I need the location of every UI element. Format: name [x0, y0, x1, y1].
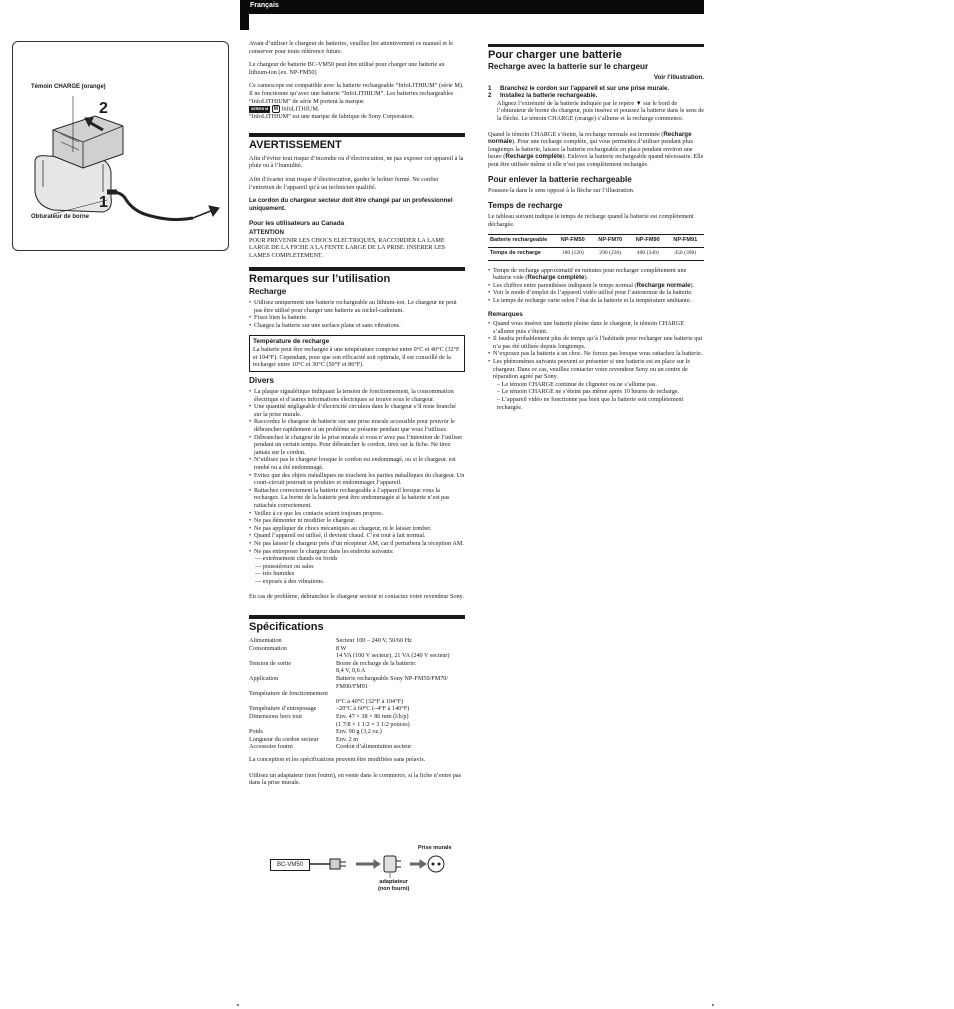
charge-time-table	[488, 234, 704, 260]
list-item: • Quand vous insérez une batterie pleine dans le chargeur, le témoin CHARGE s’allume puis s’éteint.	[488, 320, 704, 335]
spec-row: Dimensions hors tout Env. 47 × 38 × 86 mm (l/h/p)	[249, 713, 409, 721]
right-remarks-list	[488, 320, 704, 381]
spec-row: Application Batterie rechargeable Sony NP-FM50/FM70/ FM90/FM91	[249, 675, 449, 690]
trademark-text: “InfoLITHIUM” est une marque de fabrique de Sony Corporation.	[249, 113, 415, 121]
table-header: Batterie rechargeable	[488, 235, 554, 248]
warning-paragraph: Afin d’écarter tout risque d’électrocution, garder le boîtier fermé. Ne confier l’entretien de l’appareil qu’à un technicien qualifié.	[249, 175, 439, 191]
remarks-title: Remarques sur l’utilisation	[249, 273, 391, 286]
m-badge-icon: M	[273, 106, 278, 113]
adapter-label	[378, 879, 409, 893]
canada-attention: ATTENTION	[249, 228, 284, 236]
step-number: 2	[488, 92, 492, 100]
step-item	[488, 92, 704, 122]
table-cell: 400 (340)	[629, 247, 667, 260]
charging-title: Pour charger une batterie	[488, 49, 622, 61]
section-rule	[249, 615, 465, 619]
wall-outlet-label: Prise murale	[418, 845, 452, 851]
table-cell: Temps de recharge	[488, 247, 554, 260]
charge-time-text: Le tableau suivant indique le temps de recharge quand la batterie est complètement déchargée.	[488, 213, 694, 228]
language-label: Français	[250, 2, 279, 9]
list-item: • N’exposez pas la batterie à un choc. Ne forcez pas lorsque vous rattachez la batterie.	[488, 350, 704, 358]
step-item	[488, 85, 704, 93]
spec-row: Température de fonctionnement	[249, 690, 328, 698]
list-item: • Les chiffres entre parenthèses indiquent le temps normal (Recharge normale).	[488, 282, 704, 290]
list-item: • Utilisez uniquement une batterie rechargeable au lithium-ion. Le chargeur ne peut pas être utilisé pour charger une batterie au nickel-cadmium.	[249, 299, 465, 314]
table-header: NP-FM70	[592, 235, 630, 248]
specs-table	[249, 637, 465, 751]
series-m-badge: SERIES M	[251, 106, 269, 111]
list-item: • Fixez bien la batterie.	[249, 314, 465, 322]
spec-row: Consommation 8 W	[249, 644, 347, 652]
plug-adapter-diagram	[270, 842, 460, 897]
section-rule	[488, 44, 704, 47]
language-header-bar	[240, 0, 704, 14]
list-item: • Ne pas démonter ni modifier le chargeur.	[249, 517, 465, 525]
spec-row: Tension de sortie Borne de recharge de la batterie:	[249, 659, 417, 667]
list-item: • Une quantité négligeable d’électricité circulera dans le chargeur s’il reste branché sur la prise murale.	[249, 403, 465, 418]
intro-section	[249, 40, 465, 121]
list-item: • Il faudra probablement plus de temps qu’à l’habitude pour recharger une batterie qui n’a pas été utilisée depuis longtemps.	[488, 335, 704, 350]
list-item: • Les phénomènes suivants peuvent se présenter si une batterie est en place sur le chargeur. Dans ce cas, veuillez contacter votre revendeur Sony ou un centre de réparation agréé par Sony.	[488, 358, 704, 381]
list-item: • Voir le mode d’emploi de l’appareil vidéo utilisé pour l’autonomie de la batterie.	[488, 289, 704, 297]
registration-dot	[712, 1004, 714, 1006]
canada-text: POUR PREVENIR LES CHOCS ELECTRIQUES, RACCORDER LA LAME LARGE DE LA FICHE A LA FENTE LARGE DE LA PRISE. INSERER LES LAMES COMPLETEMENT.	[249, 236, 446, 259]
charge-time-heading: Temps de recharge	[488, 201, 563, 211]
list-item: • Ne pas entreposer le chargeur dans les endroits suivants:	[249, 548, 465, 556]
list-item: • Rattachez correctement la batterie rechargeable à l’appareil lorsque vous la rechargez. La borne de la batterie peut être endommagée si la batterie n’est pas rattachée correctement.	[249, 487, 465, 510]
infolithium-mark-line	[249, 105, 465, 121]
right-text-column	[488, 44, 704, 411]
registration-dot	[237, 1004, 239, 1006]
spec-row: 8,4 V, 0,6 A	[336, 667, 366, 675]
intro-paragraph: Le chargeur de batterie BC-VM50 peut être utilisé pour charger une batterie au lithium-ion (ex. NP-FM50)	[249, 61, 445, 76]
list-item: — exposés à des vibrations.	[255, 577, 325, 585]
table-header: NP-FM91	[667, 235, 705, 248]
remove-battery-heading: Pour enlever la batterie rechargeable	[488, 174, 632, 184]
language-tab-marker	[240, 14, 249, 30]
charging-steps	[488, 85, 704, 123]
list-item: • Raccordez le chargeur de batterie sur une prise murale accessible pour pouvoir le débrancher rapidement si un problème se présente pendant que vous l’utilisez.	[249, 418, 465, 433]
spec-row: Accessoire fourni Cordon d’alimentation secteur	[249, 743, 412, 751]
list-item: — extrêmement chauds ou froids	[255, 555, 338, 563]
spec-row: Température d’entreposage –20°C à 60°C (–4°F à 140°F)	[249, 705, 410, 713]
temperature-box	[249, 335, 465, 372]
specs-title: Spécifications	[249, 621, 324, 634]
terminal-shutter-callout: Obturateur de borne	[31, 214, 90, 220]
list-item: • Chargez la batterie sur une surface plane et sans vibrations.	[249, 322, 465, 330]
list-item: • Evitez que des objets métalliques ne touchent les parties métalliques du chargeur. Un court-circuit pourrait se produire et endommager l’appareil.	[249, 472, 465, 487]
spec-row: Poids Env. 90 g (3,2 oz.)	[249, 728, 382, 736]
section-rule	[249, 267, 465, 271]
remove-battery-text: Poussez-la dans le sens opposé à la flèche sur l’illustration.	[488, 186, 635, 194]
list-item: — poussiéreux ou sales	[255, 562, 314, 570]
table-header: NP-FM90	[629, 235, 667, 248]
table-notes-list	[488, 267, 704, 305]
spec-row: Longueur du cordon secteur Env. 2 m	[249, 735, 359, 743]
specs-note: La conception et les spécifications peuvent être modifiées sans préavis.	[249, 755, 426, 763]
right-remarks-heading: Remarques	[488, 311, 523, 319]
spec-row: Alimentation Secteur 100 – 240 V, 50/60 Hz	[249, 637, 412, 645]
warning-title: AVERTISSEMENT	[249, 138, 342, 151]
table-header: NP-FM50	[554, 235, 592, 248]
list-item: – Le témoin CHARGE ne s’éteint pas même après 10 heures de recharge.	[497, 388, 680, 396]
divers-list	[249, 388, 465, 555]
step-1-marker: 1	[99, 194, 108, 211]
left-text-column	[249, 40, 465, 787]
table-cell: 450 (390)	[667, 247, 705, 260]
spec-row: 0°C à 40°C (32°F à 104°F)	[336, 697, 404, 705]
list-item: • Ne pas laisser le chargeur près d’un récepteur AM, car il perturbera la réception AM.	[249, 540, 465, 548]
canada-heading: Pour les utilisateurs au Canada	[249, 220, 345, 228]
step-number: 1	[488, 84, 492, 92]
list-item: • Le temps de recharge varie selon l’état de la batterie et la température ambiante.	[488, 297, 704, 305]
step-2-marker: 2	[99, 100, 108, 117]
divers-heading: Divers	[249, 376, 275, 386]
list-item: • N’utilisez pas le chargeur lorsque le cordon est endommagé, ou si le chargeur. est tombé ou a été endommagé.	[249, 456, 465, 471]
step-title: Installez la batterie rechargeable.	[500, 92, 598, 100]
list-item: — très humides	[255, 570, 295, 578]
table-cell: 290 (230)	[592, 247, 630, 260]
warning-paragraph: Afin d’éviter tout risque d’incendie ou d’électrocution, ne pas exposer cet appareil à la pluie ou à l’humidité.	[249, 154, 464, 170]
charge-lamp-callout: Témoin CHARGE (orange)	[31, 84, 106, 90]
charge-complete-paragraph: Quand le témoin CHARGE s’éteint, la recharge normale est terminée (Recharge normale). Pour une recharge complète, qui vous permettra d’utiliser pendant plus longtemps la batterie, laissez la batterie rechargeable en place pendant environ une heure (Recharge complète). Enlevez la batterie rechargeable quand nécessaire. Elle peut être utilisée même si elle n’est pas complètement rechargée.	[488, 130, 704, 168]
charger-illustration-panel	[12, 41, 229, 251]
storage-conditions-list	[249, 555, 465, 585]
list-item: – Le témoin CHARGE continue de clignoter ou ne s’allume pas.	[497, 380, 657, 388]
table-row	[488, 247, 704, 260]
list-item: • Temps de recharge approximatif en minutes pour recharger complètement une batterie vide (Recharge complète).	[488, 267, 704, 282]
table-cell: 180 (120)	[554, 247, 592, 260]
adapter-note-label: (non fourni)	[378, 886, 410, 892]
list-item: – L’appareil vidéo ne fonctionne pas bien que la batterie soit complètement rechargée.	[497, 396, 684, 411]
list-item: • Débranchez le chargeur de la prise murale si vous n’avez pas l’intention de l’utiliser pendant un certain temps. Pour débrancher le cordon, tirez sur la fiche. Ne tirez jamais sur le cordon.	[249, 434, 465, 457]
divers-footer: En cas de problème, débranchez le chargeur secteur et contactez votre revendeur Sony.	[249, 593, 464, 601]
temperature-box-text: La batterie peut être rechargée à une température comprise entre 0°C et 40°C (32°F et 104°F). Cependant, pour que son efficacité soit optimale, il est conseillé de la recharger entre 10°C et 30°C (50°F et 86°F).	[253, 346, 460, 369]
list-item: • Quand l’appareil est utilisé, il devient chaud. C’est tout à fait normal.	[249, 532, 465, 540]
recharge-heading: Recharge	[249, 287, 287, 297]
cord-notice: Le cordon du chargeur secteur doit être changé par un professionnel uniquement.	[249, 197, 453, 212]
step-body: Alignez l’extrémité de la batterie indiquée par le repère ▼ sur le bord de l’obturateur de borne du chargeur, puis insérez et poussez la batterie dans le sens de la flèche. Le témoin CHARGE (orange) s’allume et la recharge commence.	[497, 99, 705, 122]
list-item: • La plaque signalétique indiquant la tension de fonctionnement, la consommation électrique et d’autres informations électriques se trouve sous le chargeur.	[249, 388, 465, 403]
step-title: Branchez le cordon sur l’appareil et sur une prise murale.	[500, 84, 670, 92]
see-illustration-note: Voir l’illustration.	[653, 74, 704, 81]
spec-row: (1 7/8 × 1 1/2 × 3 1/2 pouces)	[336, 720, 410, 728]
adapter-label-text: adaptateur	[379, 879, 408, 885]
intro-paragraph: Avant d’utiliser le chargeur de batteries, veuillez lire attentivement ce manuel et le conserver pour toute référence future.	[249, 40, 454, 55]
section-rule	[249, 133, 465, 137]
temperature-box-heading: Température de recharge	[253, 337, 330, 345]
table-header-row	[488, 235, 704, 248]
model-label-box: BC-VM50	[270, 859, 310, 871]
list-item: • Ne pas appliquer de chocs mécaniques au chargeur, ni le laisser tomber.	[249, 525, 465, 533]
charging-subtitle: Recharge avec la batterie sur le chargeur	[488, 62, 649, 71]
intro-paragraph: Ce camescope est compatible avec la batterie rechargeable “InfoLITHIUM” (série M). Il ne fonctionne qu’avec une batterie “InfoLITHIUM”. Les batteries rechargeables “InfoLITHIUM” de série M portent la marque	[249, 82, 464, 105]
list-item: • Veillez à ce que les contacts soient toujours propres.	[249, 510, 465, 518]
adapter-note: Utilisez un adaptateur (non fourni), en vente dans le commerce, si la fiche n’entre pas dans la prise murale.	[249, 771, 462, 787]
right-remarks-subitems	[488, 381, 704, 411]
infolithium-mark-text: InfoLITHIUM.	[281, 105, 320, 113]
spec-row: 14 VA (100 V secteur), 21 VA (240 V secteur)	[336, 652, 450, 660]
recharge-list	[249, 299, 465, 329]
